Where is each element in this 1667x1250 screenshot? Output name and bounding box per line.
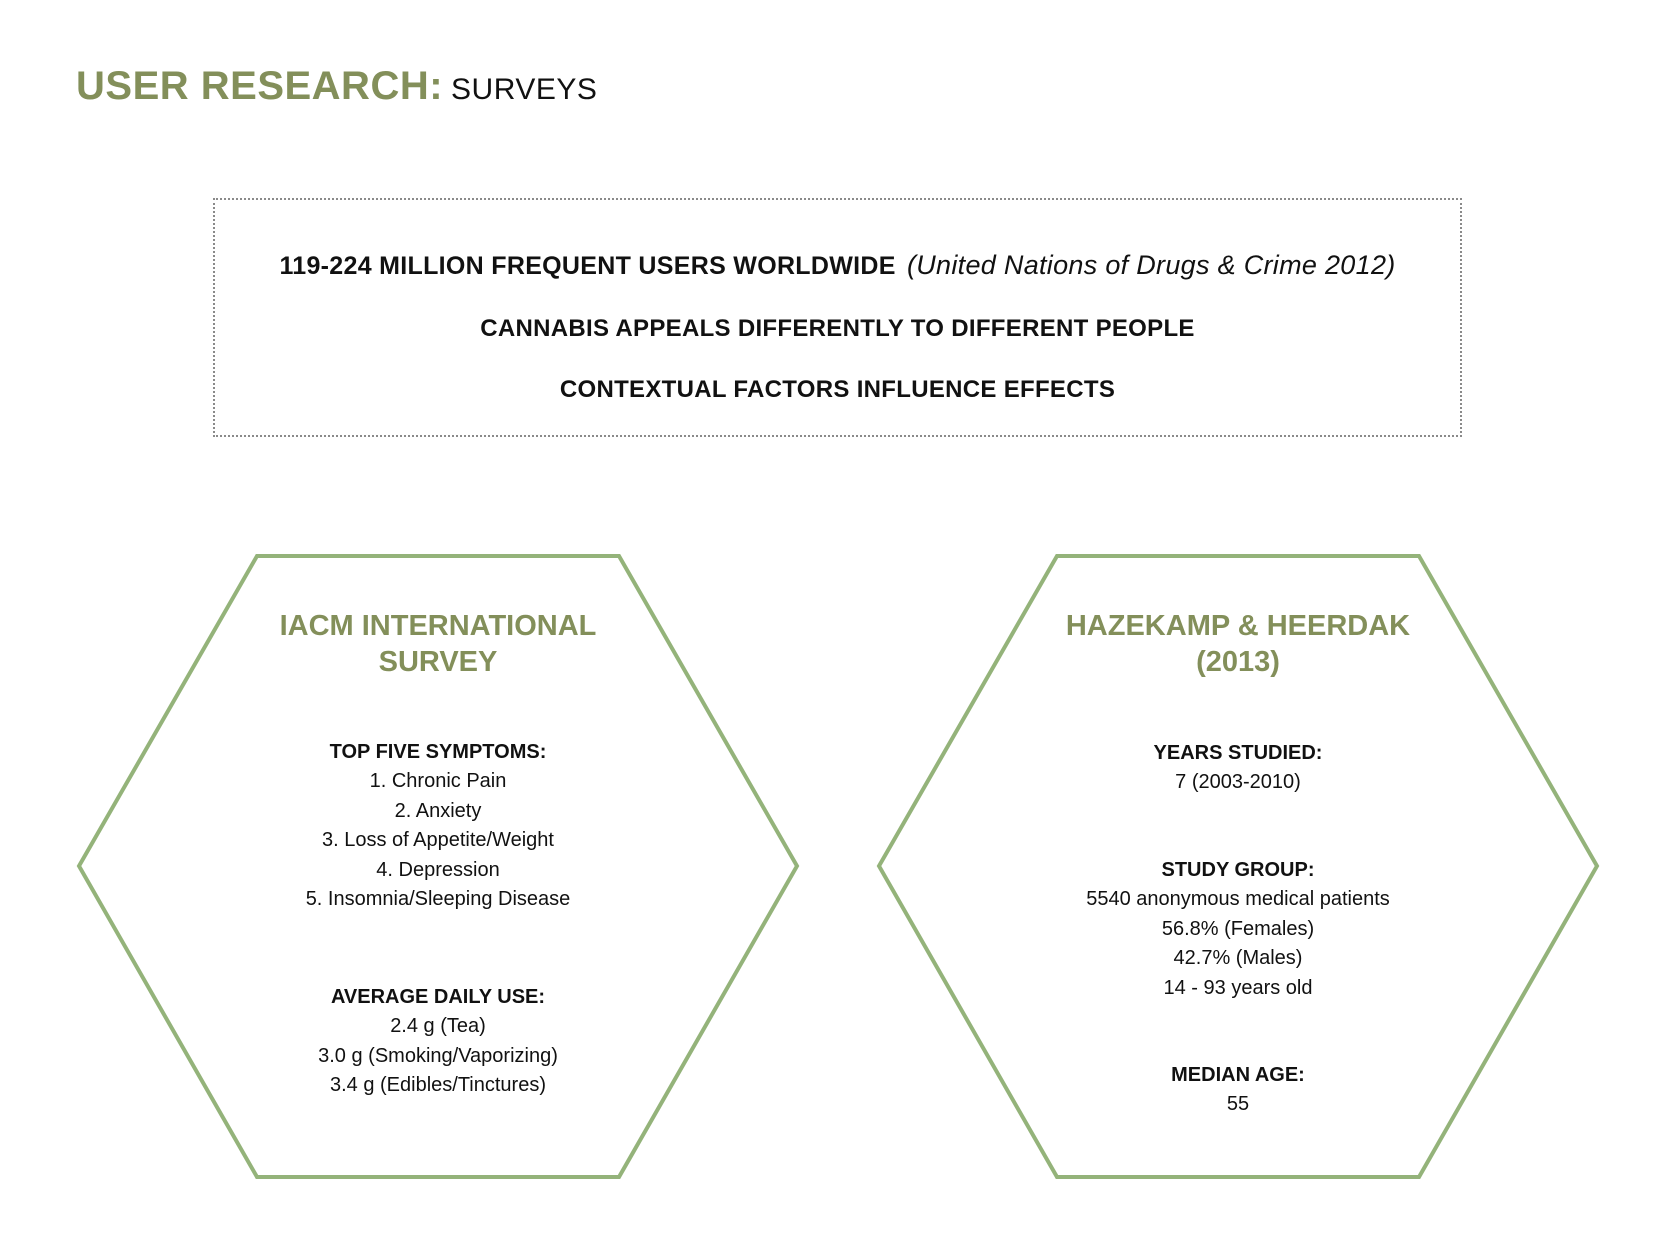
- daily-use-item: 2.4 g (Tea): [390, 1015, 486, 1037]
- study-group-section: [876, 856, 1600, 1003]
- study-group-item: 14 - 93 years old: [1163, 976, 1313, 999]
- callout-appeal-statement: CANNABIS APPEALS DIFFERENTLY TO DIFFERENT PEOPLE: [480, 315, 1195, 342]
- callout-citation: (United Nations of Drugs & Crime 2012): [906, 250, 1396, 280]
- top-symptoms-label: TOP FIVE SYMPTOMS:: [329, 741, 547, 763]
- median-age-value: 55: [1226, 1093, 1250, 1115]
- key-facts-callout: [213, 198, 1462, 437]
- iacm-title-line2: SURVEY: [378, 646, 498, 678]
- study-group-item: 56.8% (Females): [1161, 917, 1315, 940]
- top-symptoms-section: [76, 738, 800, 915]
- iacm-card-title: [76, 608, 800, 680]
- hazekamp-card-title: [876, 608, 1600, 680]
- years-studied-section: [876, 739, 1600, 798]
- hazekamp-study-card: [876, 553, 1600, 1180]
- median-age-section: [876, 1061, 1600, 1120]
- median-age-label: MEDIAN AGE:: [1171, 1064, 1305, 1086]
- daily-use-section: [76, 983, 800, 1101]
- hazekamp-title-line1: HAZEKAMP & HEERDAK: [1065, 610, 1411, 642]
- symptom-item: 2. Anxiety: [394, 799, 482, 822]
- symptom-item: 1. Chronic Pain: [369, 770, 507, 792]
- daily-use-item: 3.4 g (Edibles/Tinctures): [329, 1074, 546, 1096]
- hazekamp-title-line2: (2013): [1196, 646, 1280, 678]
- iacm-survey-card: [76, 553, 800, 1180]
- page-title: [76, 66, 597, 106]
- years-studied-value: 7 (2003-2010): [1175, 771, 1301, 793]
- iacm-title-line1: IACM INTERNATIONAL: [279, 610, 597, 642]
- daily-use-item: 3.0 g (Smoking/Vaporizing): [318, 1044, 558, 1067]
- study-group-label: STUDY GROUP:: [1161, 859, 1315, 881]
- study-group-item: 5540 anonymous medical patients: [1086, 888, 1390, 910]
- callout-context-statement: CONTEXTUAL FACTORS INFLUENCE EFFECTS: [559, 376, 1116, 403]
- study-group-item: 42.7% (Males): [1173, 947, 1303, 969]
- page-title-accent: USER RESEARCH:: [76, 64, 444, 108]
- years-studied-label: YEARS STUDIED:: [1153, 742, 1323, 764]
- page-title-sub: SURVEYS: [451, 73, 598, 106]
- symptom-item: 3. Loss of Appetite/Weight: [321, 829, 554, 851]
- daily-use-label: AVERAGE DAILY USE:: [330, 986, 546, 1008]
- callout-users-text: 119-224 MILLION FREQUENT USERS WORLDWIDE: [279, 252, 896, 280]
- symptom-item: 5. Insomnia/Sleeping Disease: [305, 888, 571, 910]
- callout-users-worldwide: [215, 250, 1460, 281]
- symptom-item: 4. Depression: [376, 858, 500, 881]
